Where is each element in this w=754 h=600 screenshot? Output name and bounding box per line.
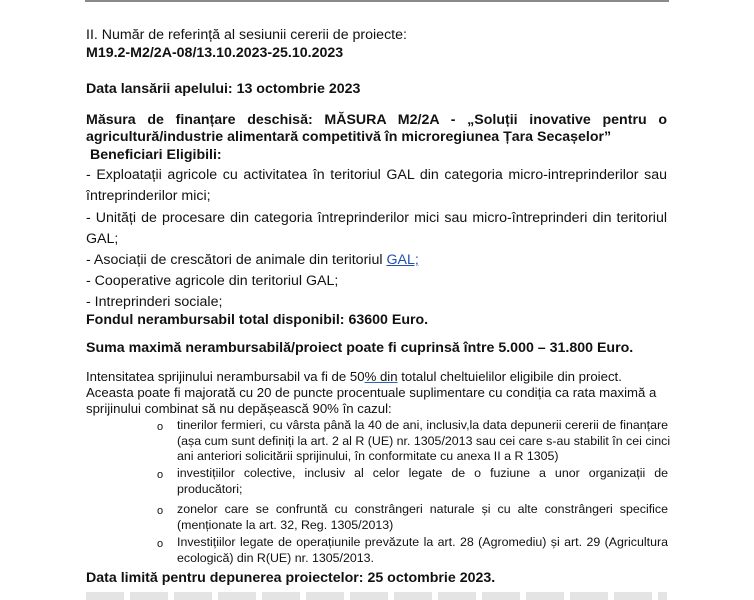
bullet-2-mark: o — [157, 469, 164, 481]
intensity-line — [86, 369, 622, 385]
bullet-1-mark: o — [157, 421, 164, 433]
beneficiary-4: - Cooperative agricole din teritoriul GAL; — [86, 273, 339, 289]
max-amount: Suma maximă nerambursabilă/proiect poate fi cuprinsă între 5.000 – 31.800 Euro. — [86, 340, 634, 356]
condition-agri-environment — [177, 535, 668, 566]
condition-4-line-2: ecologică) din R(UE) nr. 1305/2013. — [177, 550, 374, 565]
condition-2-line-1: investițiilor colective, inclusiv al celor legate de o fuziune a unor organizații de — [177, 466, 668, 480]
fund-total: Fondul nerambursabil total disponibil: 63600 Euro. — [86, 312, 429, 328]
beneficiary-5: - Intreprinderi sociale; — [86, 294, 223, 310]
beneficiaries-heading: Beneficiari Eligibili: — [90, 147, 222, 163]
intensity-underlined: % din — [364, 369, 398, 384]
deadline: Data limită pentru depunerea proiectelor: 25 octombrie 2023. — [86, 570, 496, 586]
condition-3-line-2: (menționate la art. 32, Reg. 1305/2013) — [177, 517, 394, 532]
gal-link[interactable]: GAL; — [386, 252, 419, 268]
intensity-text-before: Intensitatea sprijinului nerambursabil va fi de 50 — [86, 369, 365, 384]
increase-line-2: sprijinului combinat să nu depășească 90% în cazul: — [86, 401, 392, 416]
condition-1-line-2: (așa cum sunt definiți la art. 2 al R (UE) nr. 1305/2013 sau cei care s-au stabilit în cei cinci — [177, 433, 671, 448]
condition-4-line-1: Investițiilor legate de operațiunile prevăzute la art. 28 (Agromediu) și art. 29 (Agricultura — [177, 535, 668, 549]
bullet-3-mark: o — [157, 505, 164, 517]
beneficiary-1-line-2: întreprinderilor mici; — [86, 188, 211, 204]
condition-2-line-2: producători; — [177, 481, 243, 496]
beneficiary-3-text: - Asociații de crescători de animale din teritoriul — [86, 252, 387, 268]
cut-off-text-line — [86, 592, 667, 600]
condition-collective-investments — [177, 466, 668, 497]
measure-line-1: Măsura de finanțare deschisă: MĂSURA M2/2A - „Soluții inovative pentru o — [86, 112, 667, 128]
reference-number: M19.2-M2/2A-08/13.10.2023-25.10.2023 — [86, 45, 344, 61]
beneficiary-3 — [86, 252, 419, 269]
condition-3-line-1: zonelor care se confruntă cu constrângeri naturale și cu alte constrângeri specifice — [177, 502, 668, 516]
beneficiary-2-line-1: - Unități de procesare din categoria întreprinderilor mici sau micro-întreprinderi din teritoriul — [86, 210, 667, 226]
beneficiary-1-line-1: - Exploatații agricole cu activitatea în teritoriul GAL din categoria micro-intreprinderilor sau — [86, 167, 667, 183]
top-rule — [85, 0, 669, 2]
intensity-text-after: totalul cheltuielilor eligibile din proiect. — [397, 369, 622, 384]
bullet-4-mark: o — [157, 538, 164, 550]
condition-1-line-3: ani anteriori solicitării sprijinului, în conformitate cu anexa II a R 1305) — [177, 449, 559, 463]
increase-line-1: Aceasta poate fi majorată cu 20 de puncte procentuale suplimentare cu condiția ca rata maximă a — [86, 385, 657, 400]
launch-date: Data lansării apelului: 13 octombrie 2023 — [86, 81, 361, 97]
beneficiary-2-line-2: GAL; — [86, 231, 119, 247]
measure-line-2: agricultură/industrie alimentară competitivă în microregiunea Țara Secașelor” — [86, 129, 612, 145]
condition-young-farmers — [177, 418, 671, 465]
condition-natural-constraints — [177, 502, 668, 533]
section-heading: II. Număr de referință al sesiunii cererii de proiecte: — [86, 27, 407, 43]
condition-1-line-1: tinerilor fermieri, cu vârsta până la 40 de ani, inclusiv,la data depunerii cererii de finanțare — [177, 418, 668, 432]
